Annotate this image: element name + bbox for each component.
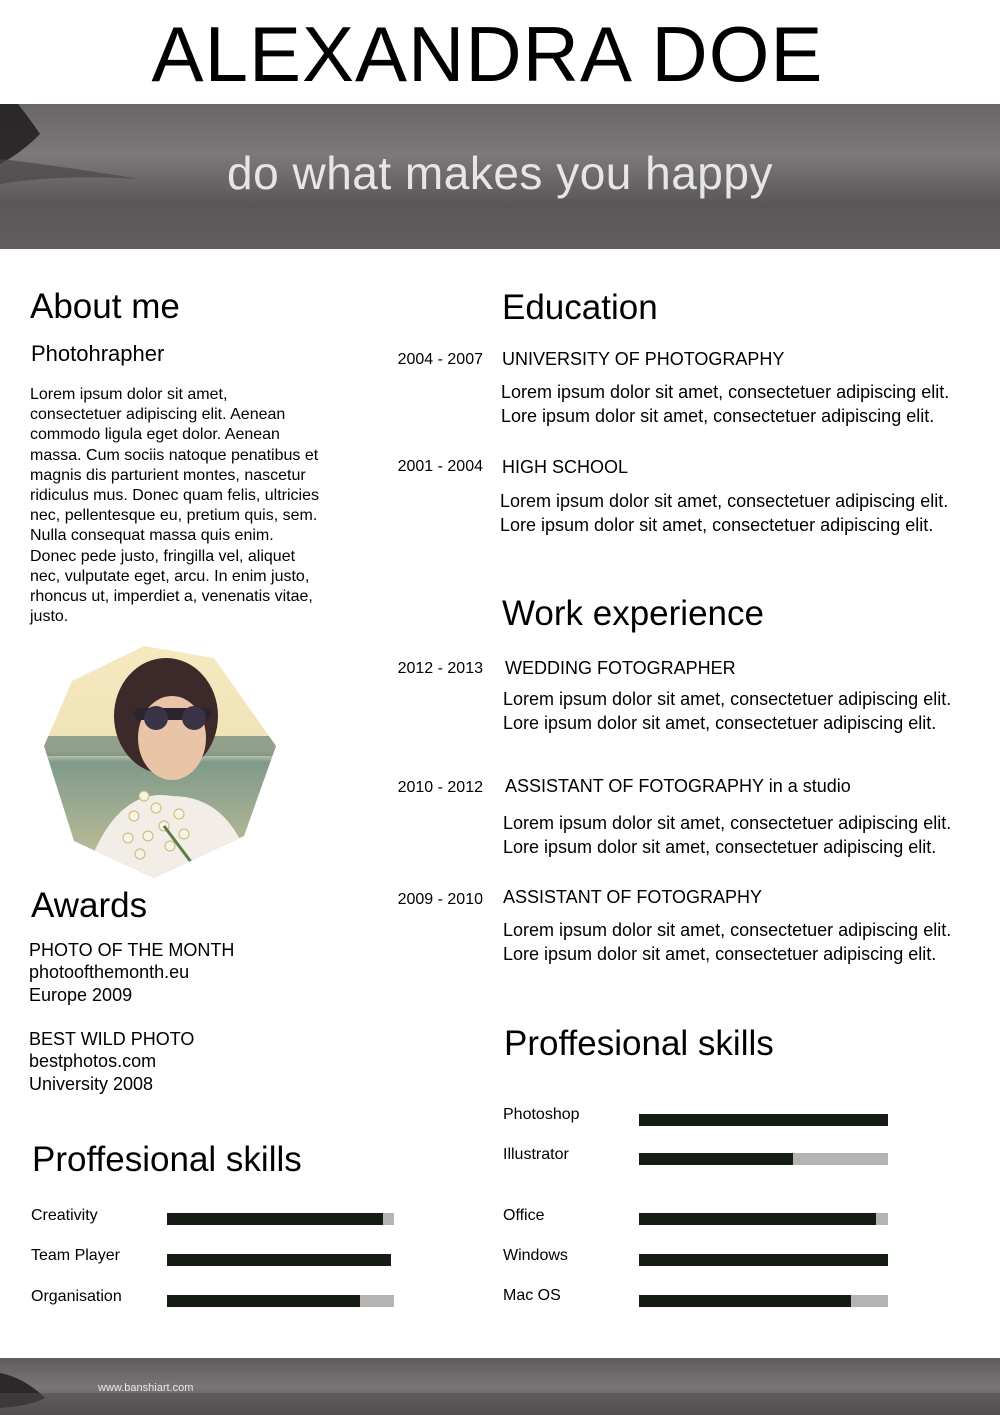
award-title: BEST WILD PHOTO [29, 1029, 195, 1049]
award-item [29, 1028, 194, 1095]
entry-date: 2001 - 2004 [397, 458, 483, 475]
work-heading: Work experience [502, 594, 764, 633]
skill-bar-fill [639, 1213, 876, 1225]
entry-date: 2010 - 2012 [397, 779, 483, 796]
about-role: Photohrapher [31, 341, 165, 366]
entry-description [503, 811, 951, 859]
entry-line: Lorem ipsum dolor sit amet, consectetuer adipiscing elit. [500, 491, 949, 511]
entry-line: Lore ipsum dolor sit amet, consectetuer adipiscing elit. [503, 944, 937, 964]
entry-line: Lore ipsum dolor sit amet, consectetuer adipiscing elit. [503, 837, 937, 857]
skill-bar [639, 1254, 888, 1266]
entry-line: Lore ipsum dolor sit amet, consectetuer adipiscing elit. [501, 406, 935, 426]
skill-bar-fill [167, 1254, 391, 1266]
skill-label: Team Player [31, 1247, 120, 1264]
header-banner [0, 104, 1000, 249]
skill-bar-fill [639, 1114, 888, 1126]
skill-bar [167, 1254, 391, 1266]
award-detail: Europe 2009 [29, 984, 133, 1005]
entry-description [500, 489, 948, 537]
entry-description [503, 687, 951, 735]
skill-bar [639, 1114, 888, 1126]
education-heading: Education [502, 288, 658, 327]
award-title: PHOTO OF THE MONTH [29, 940, 235, 960]
technical-skills-heading: Proffesional skills [504, 1024, 774, 1063]
skill-bar-fill [167, 1295, 360, 1307]
skill-label: Windows [503, 1247, 568, 1264]
award-item [29, 939, 234, 1006]
skill-bar [639, 1213, 888, 1225]
skill-bar-fill [639, 1153, 793, 1165]
entry-title: HIGH SCHOOL [502, 457, 629, 477]
tagline: do what makes you happy [227, 147, 773, 199]
skill-bar [167, 1213, 394, 1225]
about-heading: About me [30, 287, 180, 326]
awards-heading: Awards [31, 886, 148, 925]
skill-label: Organisation [31, 1288, 122, 1305]
about-text: Lorem ipsum dolor sit amet, consectetuer adipiscing elit. Aenean commodo ligula eget dolor. Aenean massa. Cum sociis natoque penatibus et magnis dis parturient montes, nascetur ridiculus mus. Donec quam felis, ultricies nec, pellentesque eu, pretium quis, sem. Nulla consequat massa quis enim. Donec pede justo, fringilla vel, aliquet nec, vulputate eget, arcu. In enim justo, rhoncus ut, imperdiet a, venenatis vitae, justo. [30, 386, 319, 626]
entry-line: Lorem ipsum dolor sit amet, consectetuer adipiscing elit. [503, 920, 952, 940]
skill-bar [639, 1153, 888, 1165]
skill-bar-fill [639, 1254, 888, 1266]
award-site: bestphotos.com [29, 1051, 157, 1072]
footer-website-link[interactable]: www.banshiart.com [98, 1382, 194, 1394]
personal-skills-heading: Proffesional skills [32, 1140, 302, 1179]
skill-label: Office [503, 1207, 545, 1224]
skill-bar [167, 1295, 394, 1307]
entry-line: Lorem ipsum dolor sit amet, consectetuer adipiscing elit. [503, 813, 952, 833]
entry-title: ASSISTANT OF FOTOGRAPHY [503, 887, 763, 907]
entry-description [501, 380, 949, 428]
skill-bar-fill [639, 1295, 851, 1307]
entry-line: Lorem ipsum dolor sit amet, consectetuer adipiscing elit. [501, 382, 950, 402]
award-site: photoofthemonth.eu [29, 962, 190, 983]
footer-banner [0, 1358, 1000, 1415]
entry-line: Lore ipsum dolor sit amet, consectetuer adipiscing elit. [500, 515, 934, 535]
entry-date: 2004 - 2007 [397, 351, 483, 368]
entry-title: WEDDING FOTOGRAPHER [505, 658, 736, 678]
skill-label: Photoshop [503, 1106, 580, 1123]
profile-photo [44, 646, 276, 878]
entry-date: 2009 - 2010 [397, 891, 483, 908]
skill-label: Illustrator [503, 1146, 569, 1163]
entry-line: Lorem ipsum dolor sit amet, consectetuer adipiscing elit. [503, 689, 952, 709]
entry-title: UNIVERSITY OF PHOTOGRAPHY [502, 349, 785, 369]
skill-label: Creativity [31, 1207, 98, 1224]
entry-date: 2012 - 2013 [397, 660, 483, 677]
entry-title: ASSISTANT OF FOTOGRAPHY in a studio [505, 776, 851, 796]
skill-label: Mac OS [503, 1287, 561, 1304]
skill-bar-fill [167, 1213, 383, 1225]
entry-description [503, 918, 951, 966]
skill-bar [639, 1295, 888, 1307]
award-detail: University 2008 [29, 1073, 154, 1094]
candidate-name: ALEXANDRA DOE [151, 10, 824, 98]
entry-line: Lore ipsum dolor sit amet, consectetuer adipiscing elit. [503, 713, 937, 733]
